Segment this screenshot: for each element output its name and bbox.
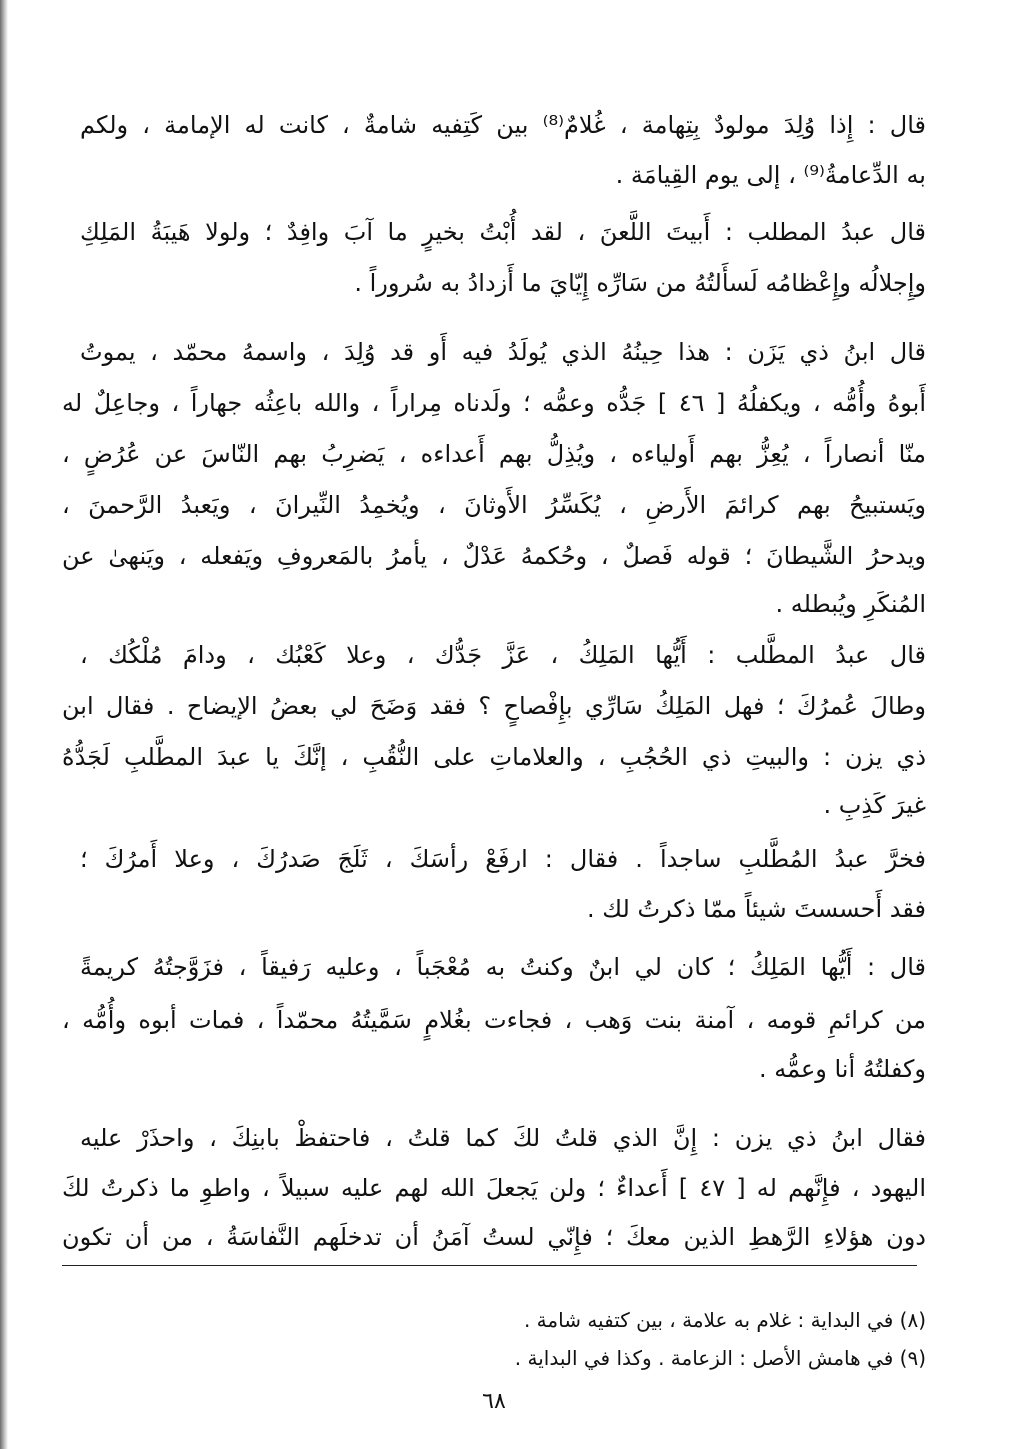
footnote-separator [62, 1265, 917, 1266]
text-line: وطالَ عُمرُكَ ؛ فهل المَلِكُ سَارِّي بإِفْصاحٍ ؟ فقد وَضَحَ لي بعضُ الإيضاح . فقال ابن [62, 692, 926, 720]
text-line: به الدِّعامةُ⁽⁹⁾ ، إلى يوم القِيامَة . [615, 161, 926, 189]
text-line: وإِجلالُه وإِعْظامُه لَسأَلتُهُ من سَارِّه إِيّايَ ما أَزدادُ به سُروراً . [354, 269, 926, 297]
text-line: فقال ابنُ ذي يزن : إِنَّ الذي قلتُ لكَ كما قلتُ ، فاحتفظْ بابنِكَ ، واحذَرْ عليه [80, 1124, 926, 1152]
text-line: فقد أَحسستَ شيئاً ممّا ذكرتُ لك . [587, 895, 926, 923]
text-line: غيرَ كَذِبِ . [823, 791, 926, 819]
text-line: قال عبدُ المطلب : أَبيتَ اللَّعنَ ، لقد أُبْتُ بخيرٍ ما آبَ وافِدٌ ؛ ولولا هَيبَةُ المَلِكِ [80, 218, 926, 246]
text-line: اليهود ، فإِنَّهم له [ ٤٧ ] أَعداءٌ ؛ ولن يَجعلَ الله لهم عليه سبيلاً ، واطوِ ما ذكرتُ لكَ [62, 1174, 926, 1202]
text-line: المُنكَرِ ويُبطله . [775, 590, 926, 618]
footnote: (٨) في البداية : غلام به علامة ، بين كتفيه شامة . [523, 1308, 926, 1332]
footnote: (٩) في هامش الأصل : الزعامة . وكذا في البداية . [514, 1346, 926, 1370]
text-line: من كرائمِ قومه ، آمنة بنت وَهب ، فجاءت بغُلامٍ سَمَّيتُهُ محمّداً ، فمات أبوه وأُمُّه ، [62, 1006, 926, 1034]
text-line: أَبوهُ وأُمُّه ، ويكفلُهُ [ ٤٦ ] جَدُّه وعمُّه ؛ ولَدناه مِراراً ، والله باعِثُه جهاراً ، وجاعِلٌ له [62, 389, 926, 417]
text-line: ويدحرُ الشَّيطانَ ؛ قوله فَصلٌ ، وحُكمهُ عَدْلٌ ، يأمرُ بالمَعروفِ ويَفعله ، ويَنهىٰ عن [62, 542, 926, 570]
text-line: قال ابنُ ذي يَزَن : هذا حِينُهُ الذي يُولَدُ فيه أَو قد وُلِدَ ، واسمهُ محمّد ، يموتُ [80, 338, 926, 366]
text-line: ويَستبيحُ بهم كرائمَ الأَرضِ ، يُكَسِّرُ الأَوثانَ ، ويُخمِدُ النِّيرانَ ، ويَعبدُ الرَّحمنَ ، [62, 491, 926, 519]
text-line: منّا أنصاراً ، يُعِزُّ بهم أَولياءه ، ويُذِلُّ بهم أَعداءه ، يَضرِبُ بهم النّاسَ عن عُرُضٍ ، [62, 440, 926, 468]
text-line: قال عبدُ المطَّلب : أَيُّها المَلِكُ ، عَزَّ جَدُّك ، وعلا كَعْبُك ، ودامَ مُلْكُك ، [80, 641, 926, 669]
text-line: فخرَّ عبدُ المُطَّلبِ ساجداً . فقال : ارفَعْ رأسَكَ ، ثَلَجَ صَدرُكَ ، وعلا أَمرُكَ ؛ [80, 845, 926, 873]
text-line: دون هؤلاءِ الرَّهطِ الذين معكَ ؛ فإِنّي لستُ آمَنُ أن تدخلَهم النَّفاسَةُ ، من أن تكون [62, 1223, 926, 1251]
text-line: ذي يزن : والبيتِ ذي الحُجُبِ ، والعلاماتِ على النُّقُبِ ، إنَّكَ يا عبدَ المطَّلبِ لَجَدُّهُ [62, 743, 926, 771]
scan-edge-shadow [0, 0, 8, 1449]
text-line: وكفلتُهُ أنا وعمُّه . [758, 1055, 926, 1083]
book-page [62, 0, 926, 1449]
text-line: قال : أَيُّها المَلِكُ ؛ كان لي ابنٌ وكنتُ به مُعْجَباً ، وعليه رَفيقاً ، فزَوَّجتُهُ كريمةً [80, 953, 926, 981]
text-line: قال : إِذا وُلِدَ مولودٌ بِتِهامة ، غُلامٌ⁽⁸⁾ بين كَتِفيه شامةٌ ، كانت له الإمامة ، ولكم [80, 111, 926, 139]
page-number: ٦٨ [482, 1389, 506, 1414]
